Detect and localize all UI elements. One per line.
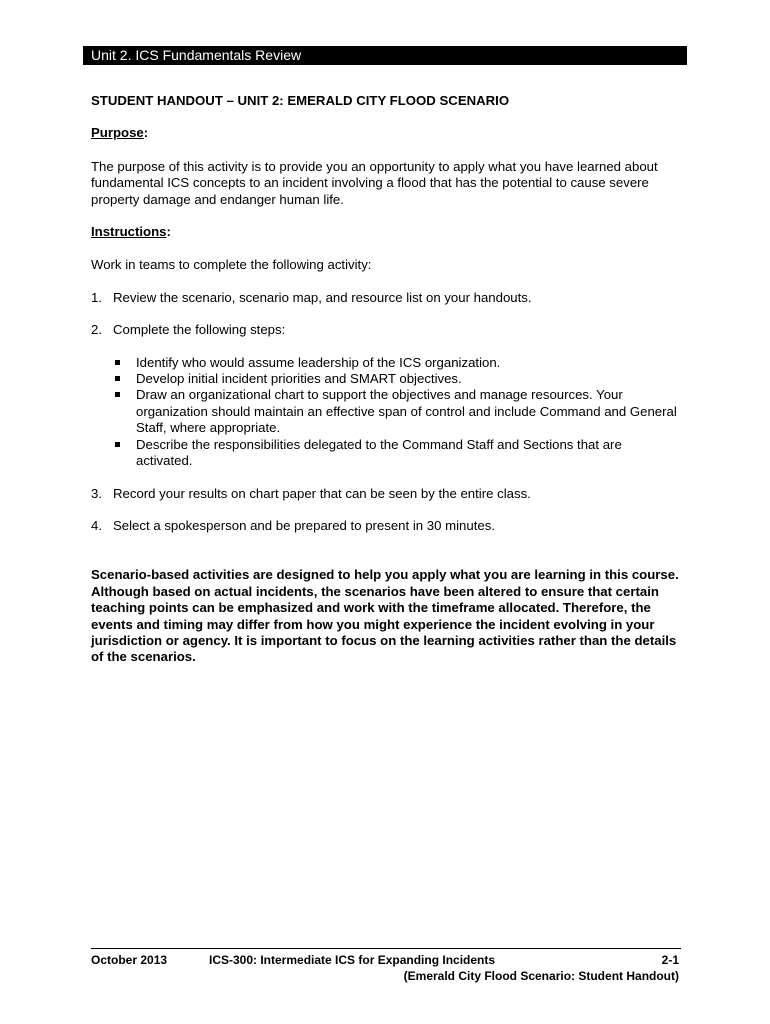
purpose-text: The purpose of this activity is to provide you an opportunity to apply what you have learned about fundamental ICS concepts to an incident involving a flood that has the potential to cause severe property damage and endanger human life.	[91, 158, 658, 207]
footer-page-number: 2-1	[661, 953, 679, 967]
step-text: Select a spokesperson and be prepared to present in 30 minutes.	[113, 517, 495, 533]
step-item	[91, 518, 681, 534]
page-footer	[91, 948, 681, 984]
unit-header-title: Unit 2. ICS Fundamentals Review	[91, 47, 302, 63]
step-text: Record your results on chart paper that can be seen by the entire class.	[113, 485, 531, 501]
step-text: Review the scenario, scenario map, and resource list on your handouts.	[113, 289, 532, 305]
substep-item: Identify who would assume leadership of the ICS organization.	[91, 355, 681, 371]
step-number: 2.	[91, 322, 102, 338]
bullet-icon	[115, 360, 120, 365]
steps-list	[91, 290, 681, 534]
step-text: Complete the following steps:	[113, 322, 286, 338]
step-item	[91, 290, 681, 306]
step-number: 4.	[91, 517, 102, 533]
scenario-notice: Scenario-based activities are designed to help you apply what you are learning in this course. Although based on actual incidents, the scenarios have been altered to ensure that certain teaching points can be emphasized and work with the timeframe allocated. Therefore, the events and timing may differ from how you might experience the incident evolving in your jurisdiction or agency. It is important to focus on the learning activities rather than the details of the scenarios.	[91, 567, 679, 665]
bullet-icon	[115, 376, 120, 381]
bullet-icon	[115, 392, 120, 397]
instructions-heading: Instructions:	[91, 224, 171, 240]
substeps-list	[91, 355, 681, 470]
substep-item: Develop initial incident priorities and SMART objectives.	[91, 371, 681, 387]
step-number: 1.	[91, 289, 102, 305]
substep-item: Describe the responsibilities delegated to the Command Staff and Sections that are activated.	[91, 437, 681, 470]
unit-header-bar	[83, 46, 687, 65]
footer-date: October 2013	[91, 953, 168, 967]
bullet-icon	[115, 442, 120, 447]
document-title: STUDENT HANDOUT – UNIT 2: EMERALD CITY FLOOD SCENARIO	[91, 93, 510, 108]
footer-subtitle: (Emerald City Flood Scenario: Student Handout)	[403, 969, 679, 983]
step-item	[91, 486, 681, 502]
step-number: 3.	[91, 485, 102, 501]
substeps-container	[91, 355, 681, 470]
instructions-intro: Work in teams to complete the following activity:	[91, 257, 372, 273]
footer-course-title: ICS-300: Intermediate ICS for Expanding Incidents	[209, 953, 496, 967]
step-item	[91, 322, 681, 338]
document-body	[91, 93, 681, 666]
substep-item: Draw an organizational chart to support the objectives and manage resources. Your organization should maintain an effective span of control and include Command and General Staff, where appropriate.	[91, 387, 681, 436]
purpose-heading: Purpose:	[91, 125, 149, 141]
